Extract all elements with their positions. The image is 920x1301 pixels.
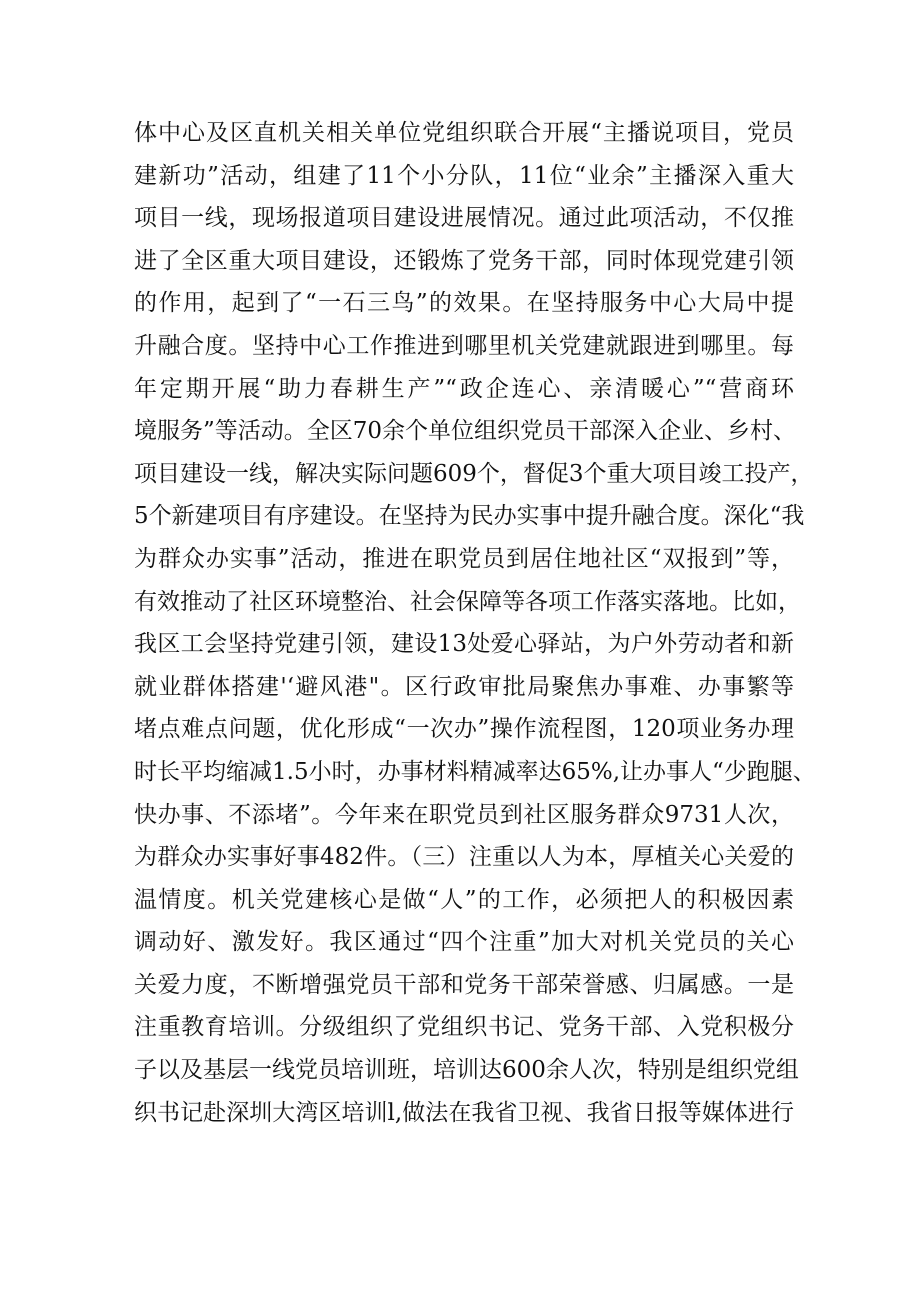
text-line: 为群众办实事”活动，推进在职党员到居住地社区“双报到”等， <box>134 545 794 572</box>
text-line: 建新功”活动，组建了11个小分队，11位“业余”主播深入重大 <box>134 162 794 189</box>
text-line: 的作用，起到了“一石三鸟”的效果。在坚持服务中心大局中提 <box>134 290 794 317</box>
text-line: 子以及基层一线党员培训班，培训达600余人次，特别是组织党组 <box>134 1057 799 1084</box>
text-line: 年定期开展“助力春耕生产”“政企连心、亲清暖心”“营商环 <box>134 375 794 402</box>
text-line: 就业群体搭建'‘避风港"。区行政审批局聚焦办事难、办事繁等 <box>134 673 794 700</box>
text-line: 升融合度。坚持中心工作推进到哪里机关党建就跟进到哪里。每 <box>134 332 794 359</box>
text-line: 关爱力度，不断增强党员干部和党务干部荣誉感、归属感。一是 <box>134 971 794 998</box>
text-line: 堵点难点问题，优化形成“一次办”操作流程图，120项业务办理 <box>134 716 794 743</box>
text-line: 体中心及区直机关相关单位党组织联合开展“主播说项目，党员 <box>134 120 794 146</box>
text-line: 项目一线，现场报道项目建设进展情况。通过此项活动，不仅推 <box>134 205 794 232</box>
text-line: 调动好、激发好。我区通过“四个注重”加大对机关党员的关心 <box>134 929 794 956</box>
text-line: 有效推动了社区环境整治、社会保障等各项工作落实落地。比如， <box>134 588 801 615</box>
body-paragraph <box>134 112 816 1134</box>
text-line: 进了全区重大项目建设，还锻炼了党务干部，同时体现党建引领 <box>134 247 794 274</box>
text-line: 时长平均缩减1.5小时，办事材料精减率达65%,让办事人“少跑腿、 <box>134 758 816 785</box>
text-line: 境服务”等活动。全区70余个单位组织党员干部深入企业、乡村、 <box>134 418 797 445</box>
text-line: 注重教育培训。分级组织了党组织书记、党务干部、入党积极分 <box>134 1014 794 1041</box>
text-line: 我区工会坚持党建引领，建设13处爱心驿站，为户外劳动者和新 <box>134 631 794 658</box>
text-line: 5个新建项目有序建设。在坚持为民办实事中提升融合度。深化“我 <box>134 503 805 530</box>
text-line: 项目建设一线，解决实际问题609个，督促3个重大项目竣工投产， <box>134 460 814 487</box>
text-line: 织书记赴深圳大湾区培训l,做法在我省卫视、我省日报等媒体进行 <box>134 1099 794 1126</box>
text-line: 温情度。机关党建核心是做“人”的工作，必须把人的积极因素 <box>134 886 794 913</box>
text-line: 为群众办实事好事482件。（三）注重以人为本，厚植关心关爱的 <box>134 844 794 871</box>
text-line: 快办事、不添堵”。今年来在职党员到社区服务群众9731人次， <box>134 801 794 828</box>
